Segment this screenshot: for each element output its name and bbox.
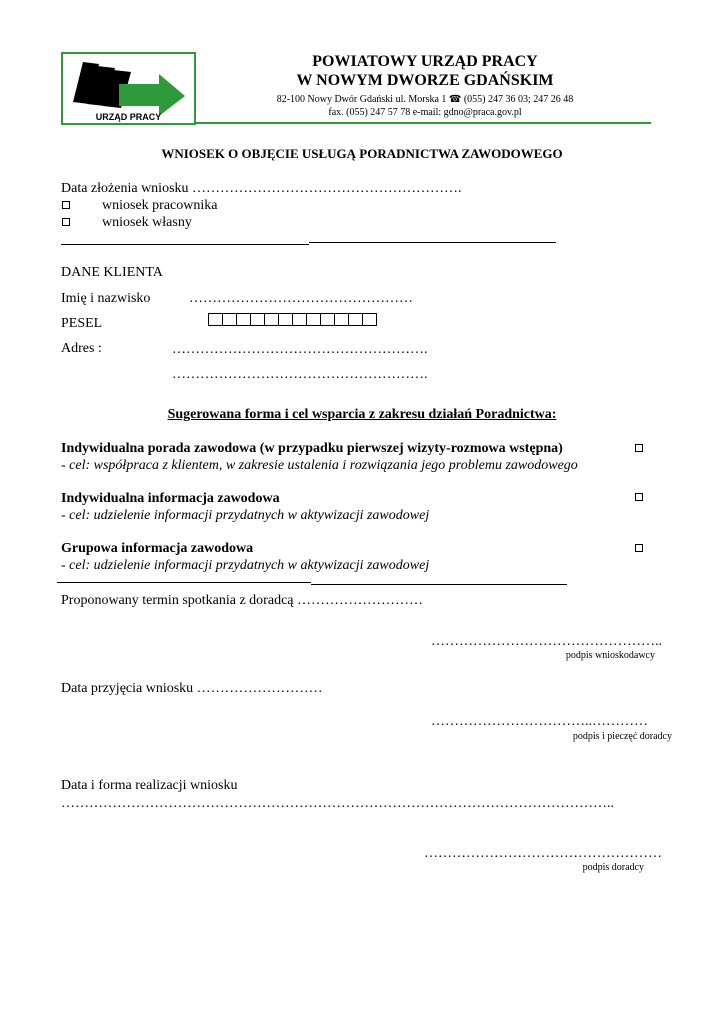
client-data-heading: DANE KLIENTA <box>61 265 163 280</box>
office-title-line1: POWIATOWY URZĄD PRACY <box>312 53 538 70</box>
pesel-digit-box[interactable] <box>362 313 377 326</box>
pesel-input-grid[interactable] <box>208 313 376 326</box>
applicant-signature-line[interactable]: ………………………………………….. <box>431 634 662 649</box>
pesel-digit-box[interactable] <box>208 313 223 326</box>
address-field-line2[interactable]: ………………………………………………. <box>172 367 428 382</box>
pesel-digit-box[interactable] <box>348 313 363 326</box>
address-field-line1[interactable]: ………………………………………………. <box>172 342 428 357</box>
pesel-digit-box[interactable] <box>292 313 307 326</box>
section-divider <box>311 584 567 585</box>
office-contact: fax. (055) 247 57 78 e-mail: gdno@praca.gov.pl <box>328 107 522 118</box>
group-info-title: Grupowa informacja zawodowa <box>61 541 254 556</box>
name-label: Imię i nazwisko <box>61 291 151 306</box>
pesel-digit-box[interactable] <box>320 313 335 326</box>
pesel-digit-box[interactable] <box>306 313 321 326</box>
section-divider <box>61 244 309 245</box>
individual-info-goal: - cel: udzielenie informacji przydatnych w aktywizacji zawodowej <box>61 508 430 523</box>
realization-label: Data i forma realizacji wniosku <box>61 778 238 793</box>
individual-advice-title: Indywidualna porada zawodowa (w przypadku pierwszej wizyty-rozmowa wstępna) <box>61 441 563 456</box>
advisor-stamp-signature-line[interactable]: ……………………………..………… <box>431 714 648 729</box>
employee-request-label: wniosek pracownika <box>102 198 218 213</box>
section-divider <box>57 582 311 583</box>
group-info-checkbox[interactable] <box>635 544 643 552</box>
applicant-signature-label: podpis wnioskodawcy <box>565 650 655 661</box>
document-title: WNIOSEK O OBJĘCIE USŁUGĄ PORADNICTWA ZAWODOWEGO <box>161 146 563 161</box>
pesel-digit-box[interactable] <box>250 313 265 326</box>
office-address: 82-100 Nowy Dwór Gdański ul. Morska 1 ☎ (055) 247 36 03; 247 26 48 <box>276 94 574 105</box>
own-request-checkbox[interactable] <box>62 218 70 226</box>
name-field[interactable]: ………………………………………… <box>189 291 413 306</box>
submission-date-field[interactable]: Data złożenia wniosku …………………………………………………. <box>61 181 462 196</box>
header-divider <box>196 122 651 124</box>
realization-field[interactable]: ……………………………………………………………………………………………………….. <box>61 796 614 811</box>
support-heading: Sugerowana forma i cel wsparcia z zakresu działań Poradnictwa: <box>167 407 557 422</box>
proposed-meeting-field[interactable]: Proponowany termin spotkania z doradcą ……………………… <box>61 593 423 608</box>
office-title-line2: W NOWYM DWORZE GDAŃSKIM <box>296 72 554 89</box>
pesel-label: PESEL <box>61 316 103 331</box>
logo <box>61 52 196 125</box>
individual-info-checkbox[interactable] <box>635 493 643 501</box>
address-label: Adres : <box>61 341 102 356</box>
acceptance-date-field[interactable]: Data przyjęcia wniosku ……………………… <box>61 681 323 696</box>
employee-request-checkbox[interactable] <box>62 201 70 209</box>
section-divider <box>309 242 556 243</box>
group-info-goal: - cel: udzielenie informacji przydatnych w aktywizacji zawodowej <box>61 558 430 573</box>
pesel-digit-box[interactable] <box>278 313 293 326</box>
advisor-signature-label: podpis doradcy <box>582 862 644 873</box>
individual-advice-goal: - cel: współpraca z klientem, w zakresie ustalenia i rozwiązania jego problemu zawodowego <box>61 458 578 473</box>
pesel-digit-box[interactable] <box>334 313 349 326</box>
advisor-signature-line[interactable]: …………………………………………… <box>424 846 662 861</box>
pesel-digit-box[interactable] <box>222 313 237 326</box>
pesel-digit-box[interactable] <box>264 313 279 326</box>
pesel-digit-box[interactable] <box>236 313 251 326</box>
individual-info-title: Indywidualna informacja zawodowa <box>61 491 280 506</box>
advisor-stamp-signature-label: podpis i pieczęć doradcy <box>572 731 672 742</box>
own-request-label: wniosek własny <box>102 215 192 230</box>
individual-advice-checkbox[interactable] <box>635 444 643 452</box>
logo-text: URZĄD PRACY <box>95 112 162 122</box>
